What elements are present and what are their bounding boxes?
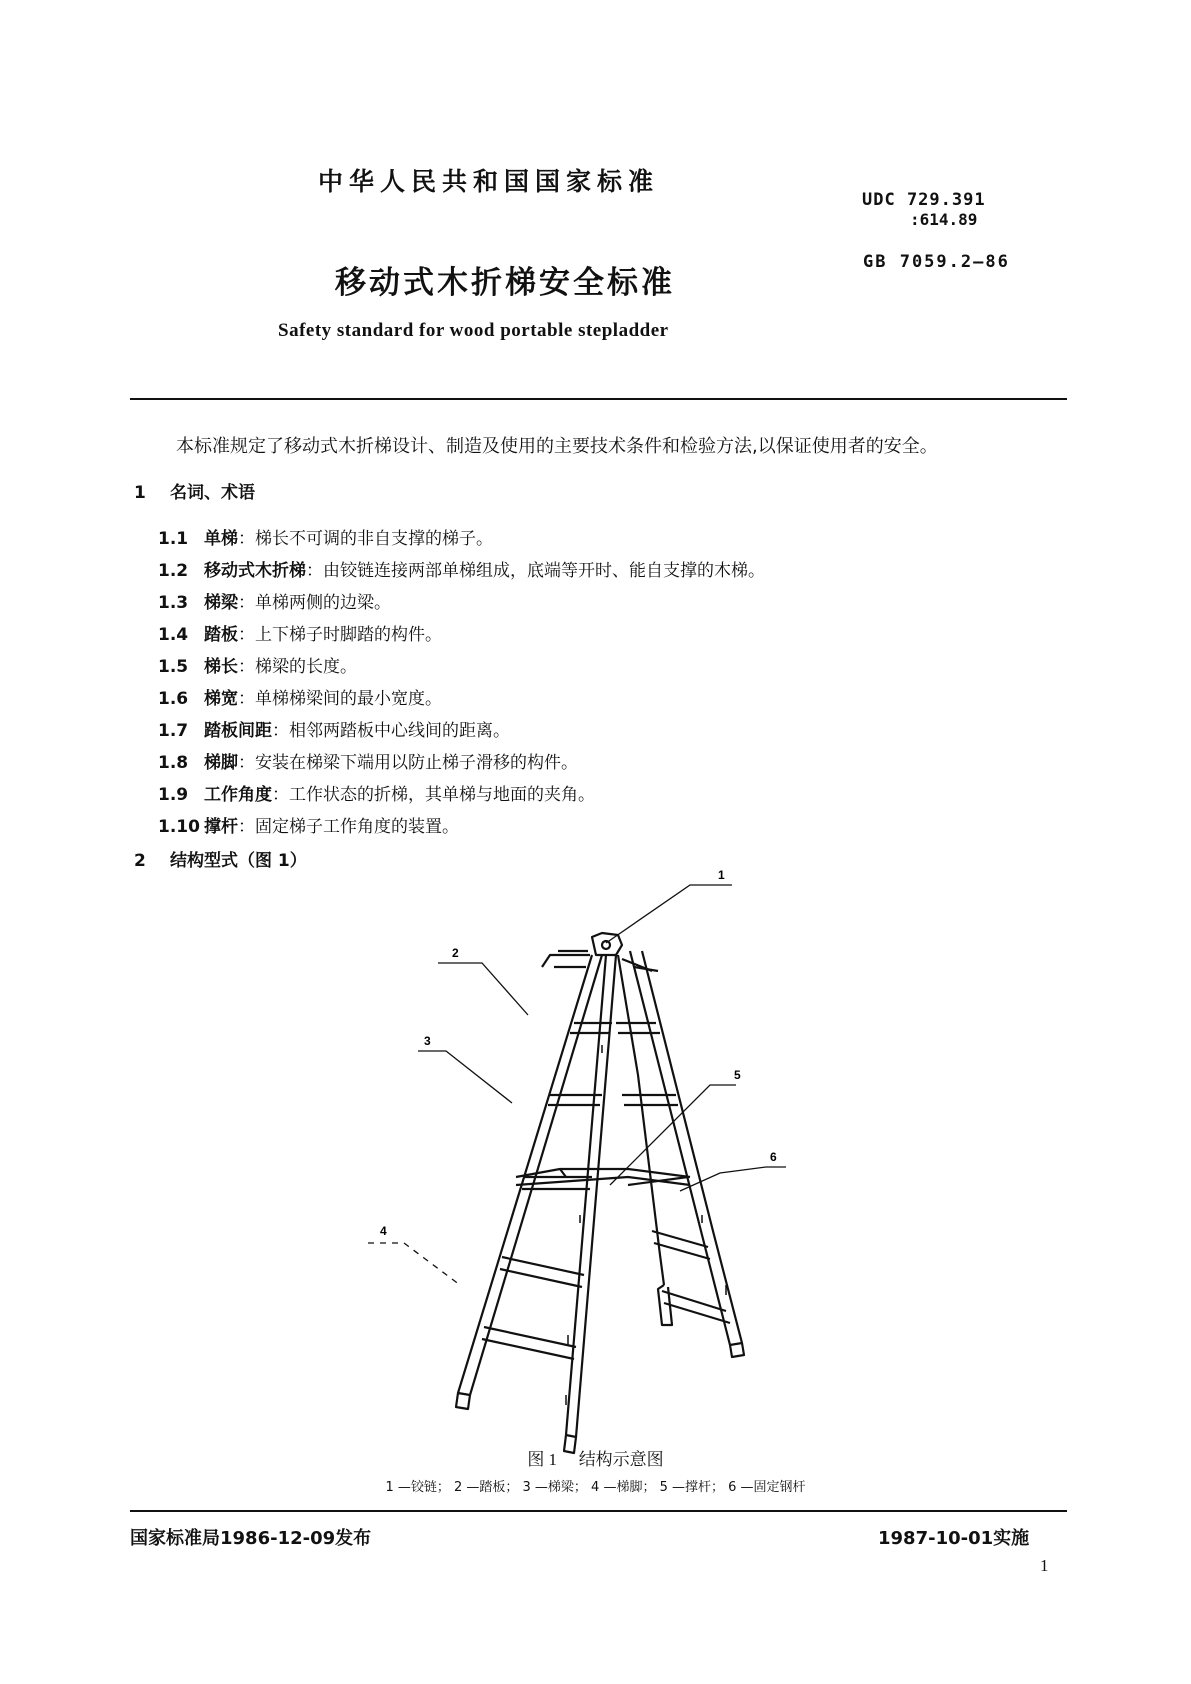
section-title: 名词、术语 (170, 483, 255, 503)
term-item: 1.6 梯宽：单梯梯梁间的最小宽度。 (158, 689, 442, 709)
figure-caption (0, 1445, 1191, 1470)
section-1-heading (134, 478, 255, 503)
callout-6: 6 (770, 1150, 777, 1164)
page-number: 1 (1040, 1556, 1049, 1575)
udc-code: UDC 729.391 (862, 190, 986, 210)
callout-1: 1 (718, 868, 725, 882)
callout-4: 4 (380, 1224, 387, 1238)
leader-line-1 (606, 885, 732, 943)
callout-3: 3 (424, 1034, 431, 1048)
term-item: 1.3 梯梁：单梯两侧的边梁。 (158, 593, 391, 613)
rivets (566, 1045, 726, 1405)
leader-line-3 (418, 1051, 512, 1103)
footer-divider (130, 1510, 1067, 1512)
issue-date: 国家标准局1986-12-09发布 (130, 1528, 372, 1549)
section-title: 结构型式（图 1） (170, 851, 307, 871)
section-number: 2 (134, 851, 146, 871)
term-item: 1.10 撑杆：固定梯子工作角度的装置。 (158, 817, 459, 837)
callout-5: 5 (734, 1068, 741, 1082)
front-ladder-steps (482, 1023, 612, 1359)
leader-line-6 (680, 1167, 786, 1191)
term-item: 1.2 移动式木折梯：由铰链连接两部单梯组成，底端等开时、能自支撑的木梯。 (158, 561, 765, 581)
standard-organization: 中华人民共和国国家标准 (318, 167, 660, 196)
intro-paragraph: 本标准规定了移动式木折梯设计、制造及使用的主要技术条件和检验方法,以保证使用者的安全。 (176, 436, 938, 457)
stepladder-diagram (380, 855, 810, 1435)
term-item: 1.4 踏板：上下梯子时脚踏的构件。 (158, 625, 442, 645)
term-item: 1.5 梯长：梯梁的长度。 (158, 657, 357, 677)
term-item: 1.1 单梯：梯长不可调的非自支撑的梯子。 (158, 529, 493, 549)
term-item: 1.8 梯脚：安装在梯梁下端用以防止梯子滑移的构件。 (158, 753, 578, 773)
effective-date: 1987-10-01实施 (878, 1528, 1030, 1549)
section-2-heading (134, 846, 307, 871)
term-item: 1.9 工作角度：工作状态的折梯，其单梯与地面的夹角。 (158, 785, 595, 805)
leader-line-4 (368, 1243, 460, 1285)
callout-2: 2 (452, 946, 459, 960)
hinge (592, 933, 622, 955)
header-divider (130, 398, 1067, 400)
document-title-english: Safety standard for wood portable stepladder (278, 320, 669, 341)
figure-label: 图 1 (527, 1450, 558, 1469)
front-ladder-rails (456, 951, 616, 1453)
gb-standard-code: GB 7059.2—86 (863, 252, 1010, 272)
document-title: 移动式木折梯安全标准 (335, 265, 675, 301)
figure-title: 结构示意图 (578, 1450, 664, 1470)
section-number: 1 (134, 483, 146, 503)
term-item: 1.7 踏板间距：相邻两踏板中心线间的距离。 (158, 721, 510, 741)
leader-line-2 (438, 963, 528, 1015)
udc-code-secondary: :614.89 (910, 210, 978, 229)
figure-legend: 1 —铰链； 2 —踏板； 3 —梯梁； 4 —梯脚； 5 —撑杆； 6 —固定钢杆 (385, 1480, 806, 1495)
